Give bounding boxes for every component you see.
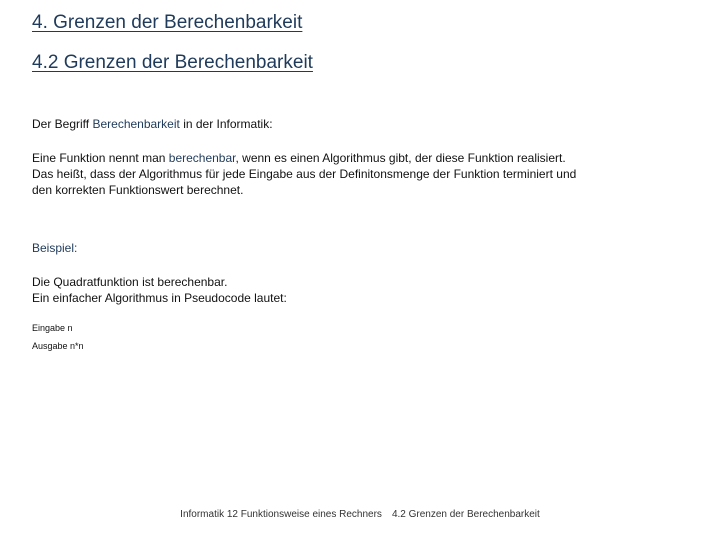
definition-text-after: , wenn es einen Algorithmus gibt, der diese Funktion realisiert. xyxy=(235,151,566,165)
slide-subtitle: 4.2 Grenzen der Berechenbarkeit xyxy=(32,52,313,73)
intro-line xyxy=(32,116,273,132)
footer-course: Informatik 12 Funktionsweise eines Rechners xyxy=(180,509,382,520)
definition-paragraph xyxy=(32,150,672,198)
footer-section: 4.2 Grenzen der Berechenbarkeit xyxy=(391,509,540,520)
example-line-1: Die Quadratfunktion ist berechenbar. xyxy=(32,275,228,289)
intro-text-after: in der Informatik: xyxy=(179,117,273,131)
pseudocode-line-output: Ausgabe n*n xyxy=(32,341,84,351)
definition-line-3: den korrekten Funktionswert berechnet. xyxy=(32,183,244,197)
example-label: Beispiel: xyxy=(32,241,78,255)
definition-line-1 xyxy=(32,150,672,166)
slide-title: 4. Grenzen der Berechenbarkeit xyxy=(32,12,303,33)
definition-text-before: Eine Funktion nennt man xyxy=(32,151,169,165)
example-line-2: Ein einfacher Algorithmus in Pseudocode lautet: xyxy=(32,291,287,305)
pseudocode-line-input: Eingabe n xyxy=(32,323,73,333)
definition-term: berechenbar xyxy=(168,151,236,165)
example-paragraph xyxy=(32,274,287,306)
intro-text-before: Der Begriff xyxy=(32,117,93,131)
definition-line-2: Das heißt, dass der Algorithmus für jede Eingabe aus der Definitonsmenge der Funktion terminiert und xyxy=(32,167,577,181)
intro-term: Berechenbarkeit xyxy=(92,117,180,131)
slide-footer xyxy=(0,509,720,520)
